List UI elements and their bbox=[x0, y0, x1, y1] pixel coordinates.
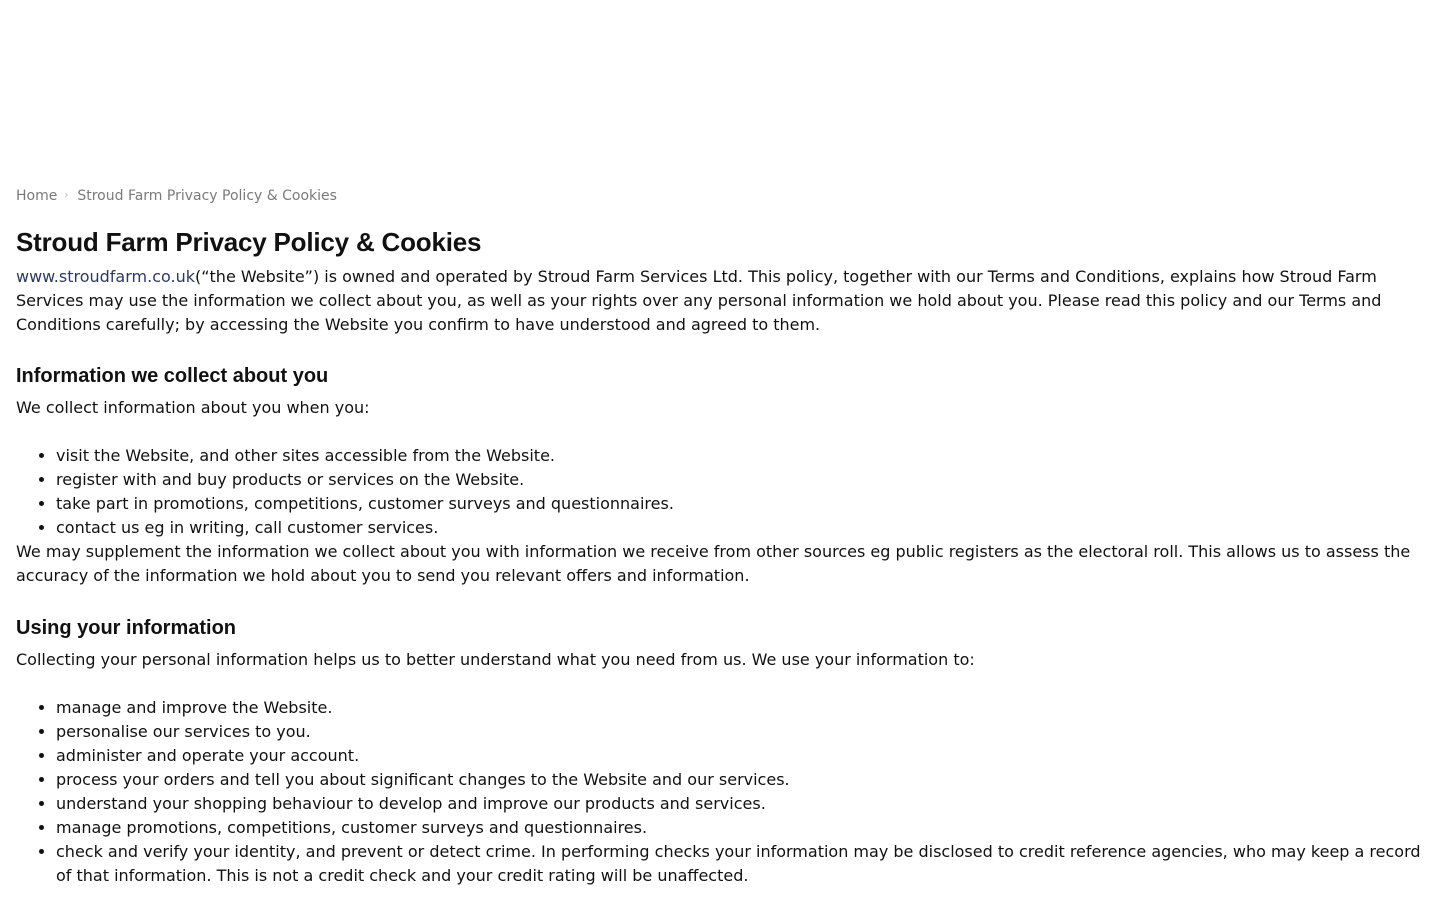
page-title: Stroud Farm Privacy Policy & Cookies bbox=[16, 227, 482, 257]
intro-text: (“the Website”) is owned and operated by Stroud Farm Services Ltd. This policy, together with our Terms and Conditions, explains how Stroud Farm Services may use the information we collect about you, as well as your rights over any personal information we hold about you. Please read this policy and our Terms and Conditions carefully; by accessing the Website you confirm to have understood and agreed to them. bbox=[16, 267, 1382, 334]
section-lead: We collect information about you when you: bbox=[16, 398, 370, 417]
collect-list bbox=[16, 444, 1424, 540]
breadcrumb-separator-icon: › bbox=[64, 190, 69, 201]
list-item: • visit the Website, and other sites accessible from the Website. bbox=[56, 444, 1424, 468]
list-item: • personalise our services to you. bbox=[56, 720, 1424, 744]
breadcrumb-home-link[interactable]: Home bbox=[16, 188, 58, 204]
section-using-your-information bbox=[16, 614, 1424, 888]
list-item: • check and verify your identity, and prevent or detect crime. In performing checks your information may be disclosed to credit reference agencies, who may keep a record of that information. This is not a credit check and your credit rating will be unaffected. bbox=[56, 840, 1424, 888]
list-item: • manage promotions, competitions, customer surveys and questionnaires. bbox=[56, 816, 1424, 840]
main-content bbox=[16, 226, 1424, 888]
intro-paragraph bbox=[16, 265, 1424, 337]
breadcrumb-current: Stroud Farm Privacy Policy & Cookies bbox=[77, 188, 337, 204]
website-link[interactable]: www.stroudfarm.co.uk bbox=[16, 267, 195, 286]
section-lead: Collecting your personal information helps us to better understand what you need from us. We use your information to: bbox=[16, 650, 975, 669]
breadcrumb bbox=[16, 186, 337, 206]
section-paragraph: We may supplement the information we collect about you with information we receive from other sources eg public registers as the electoral roll. This allows us to assess the accuracy of the information we hold about you to send you relevant offers and information. bbox=[16, 542, 1411, 585]
section-information-we-collect bbox=[16, 362, 1424, 588]
list-item: • process your orders and tell you about significant changes to the Website and our services. bbox=[56, 768, 1424, 792]
list-item: • contact us eg in writing, call customer services. bbox=[56, 516, 1424, 540]
list-item: • take part in promotions, competitions, customer surveys and questionnaires. bbox=[56, 492, 1424, 516]
section-heading: Using your information bbox=[16, 617, 236, 639]
section-heading: Information we collect about you bbox=[16, 365, 329, 387]
list-item: • understand your shopping behaviour to develop and improve our products and services. bbox=[56, 792, 1424, 816]
list-item: • manage and improve the Website. bbox=[56, 696, 1424, 720]
using-list bbox=[16, 696, 1424, 888]
list-item: • administer and operate your account. bbox=[56, 744, 1424, 768]
list-item: • register with and buy products or services on the Website. bbox=[56, 468, 1424, 492]
